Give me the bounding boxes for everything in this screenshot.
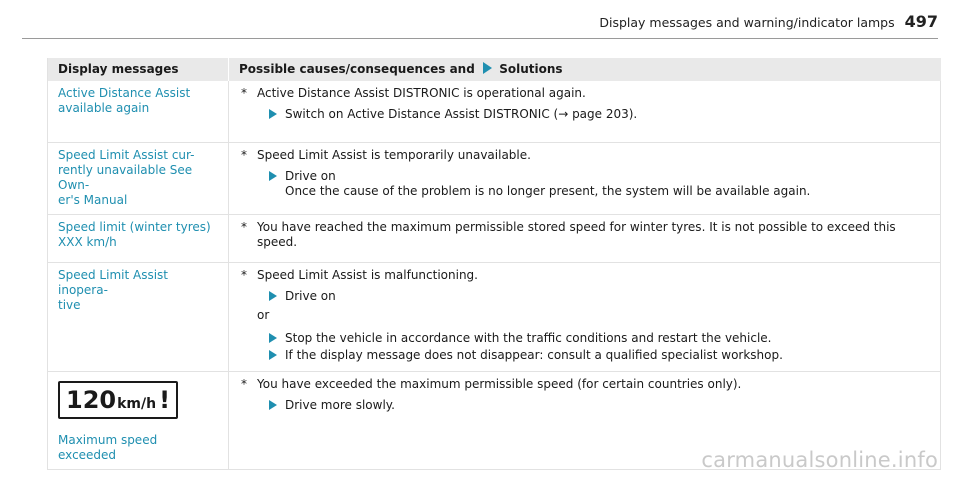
page-ref-arrow: →	[558, 107, 569, 121]
table-row	[48, 215, 941, 263]
display-message-cell	[48, 372, 229, 470]
table-row	[48, 81, 941, 143]
col-header-display-messages: Display messages	[48, 58, 229, 81]
or-separator: or	[257, 308, 270, 322]
watermark: carmanualsonline.info	[701, 448, 938, 472]
cause-text: You have exceeded the maximum permissible speed (for certain countries only).	[257, 377, 742, 391]
page-ref-link[interactable]: page 203).	[568, 107, 638, 121]
step-text: Switch on Active Distance Assist DISTRONIC (	[285, 107, 559, 121]
display-message: Speed Limit Assist inopera- tive	[48, 263, 229, 372]
display-message: Active Distance Assist available again	[48, 81, 229, 143]
cause-bullet: *	[241, 377, 247, 391]
header-rule	[22, 38, 938, 39]
speed-number: 120	[66, 386, 117, 414]
step-text: Drive more slowly.	[285, 398, 395, 412]
step-text: Stop the vehicle in accordance with the traffic conditions and restart the vehicle.	[285, 331, 772, 345]
cause-text: You have reached the maximum permissible stored speed for winter tyres. It is not possible to exceed this speed.	[257, 220, 896, 249]
step-text: If the display message does not disappear: consult a qualified specialist workshop.	[285, 348, 783, 362]
warning-exclamation-icon: !	[159, 386, 171, 414]
display-message: Maximum speed exceeded	[58, 433, 158, 462]
causes-solutions-cell	[229, 263, 941, 372]
cause-line	[239, 220, 930, 250]
causes-solutions-cell	[229, 215, 941, 263]
page-header	[599, 12, 938, 31]
table-header-row	[48, 58, 941, 81]
page-header-title: Display messages and warning/indicator lamps	[599, 15, 895, 30]
cause-bullet: *	[241, 148, 247, 162]
cause-bullet: *	[241, 220, 247, 234]
step-arrow-icon	[269, 291, 277, 301]
solution-step	[239, 169, 930, 199]
col-header-causes: Possible causes/consequences and	[239, 62, 475, 76]
solution-step	[239, 289, 930, 304]
solution-step	[239, 348, 930, 363]
step-arrow-icon	[269, 333, 277, 343]
solution-step	[239, 331, 930, 346]
step-arrow-icon	[269, 109, 277, 119]
cause-line	[239, 377, 930, 392]
cause-text: Speed Limit Assist is malfunctioning.	[257, 268, 478, 282]
col-header-causes-solutions	[229, 58, 941, 81]
step-arrow-icon	[269, 171, 277, 181]
solution-step	[239, 107, 930, 122]
causes-solutions-cell	[229, 81, 941, 143]
solution-step	[239, 398, 930, 413]
step-text: Drive on	[285, 289, 336, 303]
cause-line	[239, 148, 930, 163]
cause-bullet: *	[241, 268, 247, 282]
step-arrow-icon	[269, 400, 277, 410]
solutions-arrow-icon	[483, 62, 492, 74]
cause-text: Speed Limit Assist is temporarily unavailable.	[257, 148, 531, 162]
speed-limit-symbol	[58, 381, 178, 419]
table-row	[48, 143, 941, 215]
col-header-solutions: Solutions	[499, 62, 563, 76]
cause-line	[239, 86, 930, 101]
step-arrow-icon	[269, 350, 277, 360]
cause-bullet: *	[241, 86, 247, 100]
cause-text: Active Distance Assist DISTRONIC is operational again.	[257, 86, 586, 100]
display-message: Speed Limit Assist cur- rently unavailable See Own- er's Manual	[48, 143, 229, 215]
cause-line	[239, 268, 930, 283]
causes-solutions-cell	[229, 143, 941, 215]
step-text: Drive on	[285, 169, 336, 183]
page-number: 497	[904, 12, 938, 31]
display-message: Speed limit (winter tyres) XXX km/h	[48, 215, 229, 263]
speed-unit: km/h	[117, 396, 157, 412]
display-messages-table	[47, 58, 941, 470]
table-row	[48, 263, 941, 372]
step-subtext: Once the cause of the problem is no longer present, the system will be available again.	[285, 184, 811, 198]
